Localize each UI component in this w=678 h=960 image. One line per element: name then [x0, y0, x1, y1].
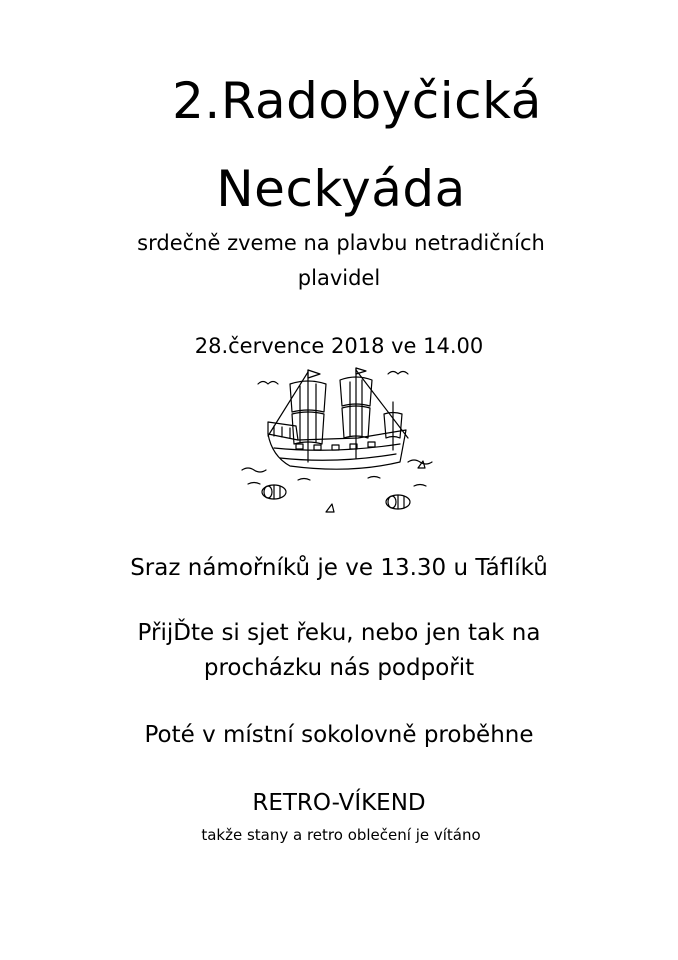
ship-illustration	[238, 362, 438, 522]
retro-weekend-title: RETRO-VÍKEND	[252, 790, 426, 816]
invite-line-2: procházku nás podpořit	[203, 655, 475, 681]
barrel-icon	[386, 495, 410, 509]
event-date: 28.července 2018 ve 14.00	[194, 334, 484, 358]
bird-icon	[258, 382, 278, 385]
shark-fin-icon	[326, 504, 334, 512]
poster-title-line-2: Neckyáda	[216, 160, 466, 218]
bird-icon	[388, 372, 408, 375]
invite-line-1: PřijĎte si sjet řeku, nebo jen tak na	[137, 620, 541, 646]
meeting-info: Sraz námořníků je ve 13.30 u Táflíků	[130, 555, 548, 581]
invitation-subtitle-line-1: srdečně zveme na plavbu netradičních	[137, 231, 545, 255]
barrel-icon	[262, 485, 286, 499]
poster-title-line-1: 2.Radobyčická	[172, 72, 542, 130]
invitation-subtitle-line-2: plavidel	[297, 266, 381, 290]
afterwards-info: Poté v místní sokolovně proběhne	[144, 722, 534, 748]
retro-weekend-note: takže stany a retro oblečení je vítáno	[201, 826, 481, 844]
